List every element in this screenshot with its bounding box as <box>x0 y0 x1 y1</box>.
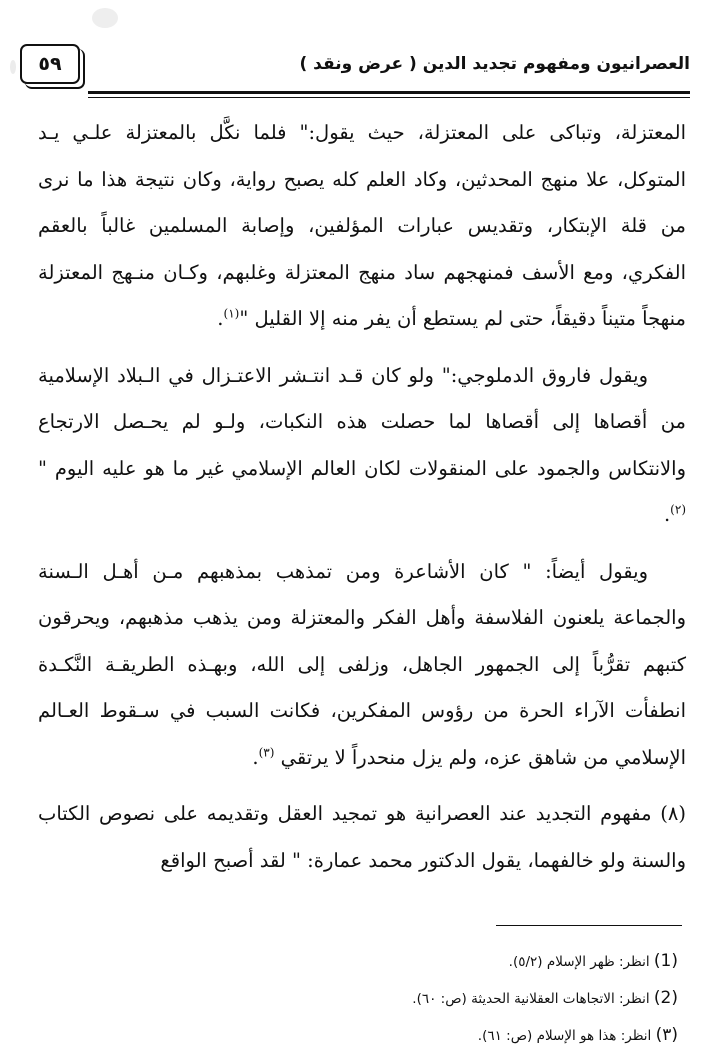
footnote-2 <box>412 980 678 1017</box>
header-rule-thick <box>88 91 690 94</box>
footnote-separator <box>496 925 682 926</box>
paragraph-2 <box>38 353 686 539</box>
footnote-ref-2: (٢) <box>670 502 686 517</box>
paragraph-end: . <box>663 503 671 526</box>
footnote-number: (٣) <box>655 1025 678 1045</box>
footnote-3 <box>412 1017 678 1054</box>
footnotes <box>412 943 678 1054</box>
footnote-number: (1) <box>653 951 678 971</box>
paragraph-text: المعتزلة، وتباكى على المعتزلة، حيث يقول:" فلما نكَّل بالمعتزلة علـي يـد المتوكل، علا منهج المحدثين، وكاد العلم كله يصبح رواية، وكان نتيجة هذا ما نرى من قلة الإبتكار، وتقديس عبارات المؤلفين، وإصابة المسلمين غالباً بالعقم الفكري، ومع الأسف فمنهجهم ساد منهج المعتزلة وغلبهم، وكـان منـهج المعتزلة منهجاً متيناً دقيقاً، حتى لم يستطع أن يفر منه إلا القليل " <box>38 121 686 330</box>
footnote-text: انظر: ظهر الإسلام (٥/٢). <box>508 954 650 970</box>
paragraph-end: . <box>217 307 224 330</box>
footnote-ref-1: (١) <box>223 306 240 321</box>
footnote-1 <box>412 943 678 980</box>
scan-noise <box>10 60 16 74</box>
scan-noise <box>92 8 118 28</box>
paragraph-4 <box>38 791 686 884</box>
page-number-box <box>20 44 80 84</box>
footnote-text: انظر: الاتجاهات العقلانية الحديثة (ص: ٦٠). <box>412 991 650 1007</box>
footnote-number: (2) <box>653 988 678 1008</box>
body-text <box>38 110 686 894</box>
paragraph-end: . <box>252 745 259 769</box>
footnote-text: انظر: هذا هو الإسلام (ص: ٦١). <box>477 1028 652 1044</box>
paragraph-3 <box>38 549 686 782</box>
paragraph-1 <box>38 110 686 343</box>
paragraph-text: ويقول أيضاً: " كان الأشاعرة ومن تمذهب بمذهبهم مـن أهـل الـسنة والجماعة يلعنون الفلاسفة وأهل الفكر والمعتزلة ومن يذهب مذهبهم، ويحرقون كتبهم تقرُّباً إلى الجمهور الجاهل، وزلفى إلى الله، وبهـذه الطريقـة النَّكـدة انطفأت الآراء الحرة من رؤوس المفكرين، فكانت السبب في سـقوط العـالم الإسلامي من شاهق عزه، ولم يزل منحدراً لا يرتقي <box>38 559 686 769</box>
paragraph-text: (٨) مفهوم التجديد عند العصرانية هو تمجيد العقل وتقديمه على نصوص الكتاب والسنة ولو خالفهما، يقول الدكتور محمد عمارة: " لقد أصبح الواقع <box>38 802 686 872</box>
paragraph-text: ويقول فاروق الدملوجي:" ولو كان قـد انتـشر الاعتـزال في الـبلاد الإسلامية من أقصاها إلى أقصاها لما حصلت هذه النكبات، ولـو لم يحـصل الارتجاع والانتكاس والجمود على المنقولات لكان العالم الإسلامي غير ما هو عليه اليوم " <box>38 363 686 480</box>
footnote-ref-3: (٣) <box>258 745 275 759</box>
header-rule-thin <box>88 97 690 98</box>
running-title: العصرانيون ومفهوم تجديد الدين ( عرض ونقد ) <box>299 54 690 74</box>
page-number: ٥٩ <box>38 53 62 75</box>
